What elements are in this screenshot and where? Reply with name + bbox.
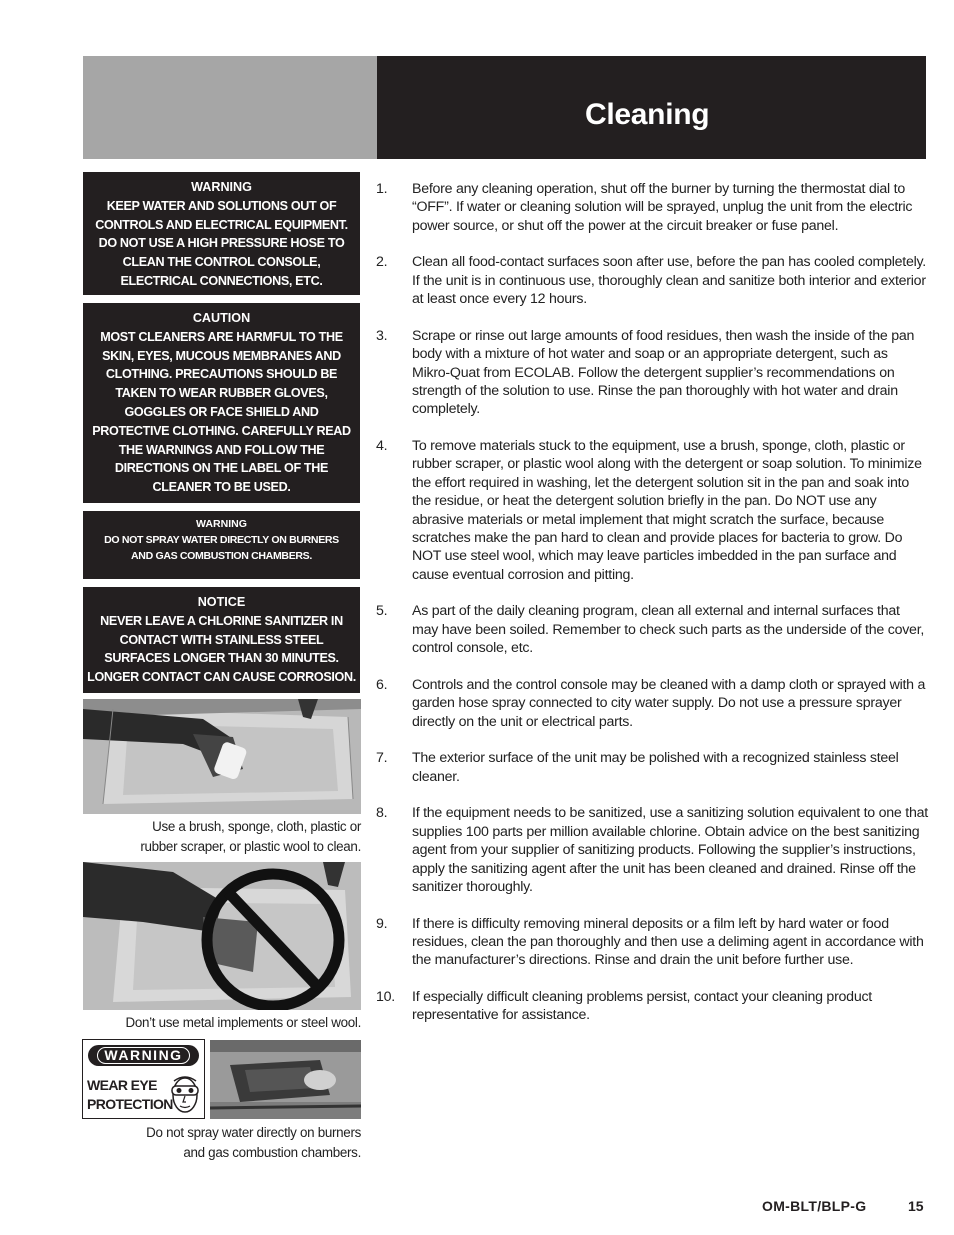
step-text: Scrape or rinse out large amounts of food residues, then wash the inside of the pan body with a mixture of hot water and soap or an appropriate detergent, such as Mikro-Quat from ECOLAB. Follow the detergent supplier’s recommendations on strength of the solution to use. Rinse the pan thoroughly with hot water and drain completely. [412,327,915,418]
step-number: 8. [376,805,388,822]
list-item [376,676,928,731]
notice-title: NOTICE [197,595,246,609]
step-text: Controls and the control console may be cleaned with a damp cloth or sprayed with a garden hose spray connected to city water supply. Do not use a pressure sprayer directly on the unit or electrical parts. [412,676,926,730]
prohibited-scraper-illustration [83,862,361,1010]
list-item [376,602,928,657]
caution-box-cleaners [83,303,360,503]
step-number: 4. [376,438,388,455]
step-text: If there is difficulty removing mineral deposits or a film left by hard water or food residues, clean the pan thoroughly and then use a deliming agent in accordance with the manufacturer’s directions. Rinse and drain the unit before further use. [412,915,924,969]
step-number: 6. [376,676,388,693]
notice-title: WARNING [195,518,248,530]
step-text: Before any cleaning operation, shut off the burner by turning the thermostat dial to “OFF”. If water or cleaning solution will be sprayed, unplug the unit from the electric power source, or shut off the power at the circuit breaker or fuse panel. [412,181,913,234]
warning-box-burners [83,511,360,579]
figure-caption: Use a brush, sponge, cloth, plastic or rubber scraper, or plastic wool to clean. [140,819,361,854]
list-item [376,327,928,419]
step-number: 1. [376,181,388,197]
warning-label-text: WEAR EYE PROTECTION [87,1077,173,1112]
step-number: 7. [376,750,388,767]
step-number: 10. [376,988,395,1005]
list-item [376,749,928,786]
list-item [376,180,928,235]
pan-brush-illustration [83,699,361,814]
header-bar [377,56,926,159]
step-text: Clean all food-contact surfaces soon after use, before the pan has cooled completely. If the unit is in continuous use, thoroughly clean and sanitize both interior and exterior at least once every 12 hours. [412,254,926,308]
step-number: 9. [376,915,388,932]
header-gray-block [83,56,377,159]
step-number: 5. [376,603,388,620]
step-number: 2. [376,254,388,271]
list-item [376,437,928,584]
warning-pill: WARNING [88,1045,199,1066]
page-title: Cleaning [585,98,710,131]
notice-body: MOST CLEANERS ARE HARMFUL TO THE SKIN, EYES, MUCOUS MEMBRANES AND CLOTHING. PRECAUTIONS SHOULD BE TAKEN TO WEAR RUBBER GLOVES, GOGGLES OR FACE SHIELD AND PROTECTIVE CLOTHING. CAREFULLY READ THE WARNINGS AND FOLLOW THE DIRECTIONS ON THE LABEL OF THE CLEANER TO BE USED. [92,329,351,495]
figure-caption: Do not spray water directly on burners and gas combustion chambers. [146,1125,361,1160]
wear-eye-protection-label [82,1039,205,1119]
notice-body: NEVER LEAVE A CHLORINE SANITIZER IN CONTACT WITH STAINLESS STEEL SURFACES LONGER THAN 30 MINUTES. LONGER CONTACT CAN CAUSE CORROSION. [87,613,356,685]
photo-brush-cleaning [83,699,361,814]
step-text: As part of the daily cleaning program, clean all external and internal surfaces that may have been soiled. Remember to check such parts as the underside of the cover, control console, etc. [412,603,925,657]
notice-body: KEEP WATER AND SOLUTIONS OUT OF CONTROLS AND ELECTRICAL EQUIPMENT. DO NOT USE A HIGH PRESSURE HOSE TO CLEAN THE CONTROL CONSOLE, ELECTRICAL CONNECTIONS, ETC. [95,198,348,288]
list-item [376,915,928,970]
step-text: If especially difficult cleaning problems persist, contact your cleaning product representative for assistance. [412,988,872,1024]
step-text: To remove materials stuck to the equipment, use a brush, sponge, cloth, plastic or rubber scraper, or plastic wool along with the detergent or soap solution. To minimize the effort required in washing, let the detergent solution sit in the pan and soak into the residue, or heat the detergent solution briefly in the pan. Do NOT use any abrasive materials or metal implement that might scratch the surface, because scratches make the pan hard to clean and provide places for bacteria to grow. Do NOT use steel wool, which may leave particles imbedded in the pan surface and cause eventual corrosion and pitting. [412,438,922,583]
warning-box-water [83,172,360,295]
notice-body: DO NOT SPRAY WATER DIRECTLY ON BURNERS AND GAS COMBUSTION CHAMBERS. [104,533,339,562]
goggles-face-icon [169,1071,201,1115]
burner-illustration [210,1040,361,1119]
notice-title: CAUTION [192,311,251,325]
step-number: 3. [376,327,388,344]
cleaning-steps-list [376,180,928,1043]
list-item [376,988,928,1025]
figure-caption: Don’t use metal implements or steel wool. [125,1015,361,1030]
notice-box-chlorine [83,587,360,693]
page-number: 15 [908,1198,924,1214]
photo-burner-chamber [210,1040,361,1119]
step-text: The exterior surface of the unit may be polished with a recognized stainless steel cleaner. [412,750,899,785]
list-item [376,804,928,896]
list-item [376,253,928,308]
document-code: OM-BLT/BLP-G [762,1198,867,1214]
notice-title: WARNING [191,180,252,194]
photo-no-steel-wool [83,862,361,1010]
step-text: If the equipment needs to be sanitized, use a sanitizing solution equivalent to one that supplies 100 parts per million available chlorine. Obtain advice on the best sanitizing agent from your supplier of sanitizing products. Following the supplier’s instructions, apply the sanitizing agent after the unit has been cleaned and drained. Rinse off the sanitizer thoroughly. [412,805,928,895]
